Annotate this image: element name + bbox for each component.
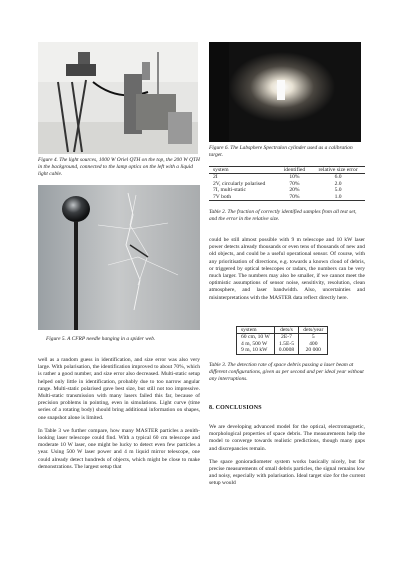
table3-cell: 4 m, 500 W (237, 341, 275, 347)
figure4-caption: Figure 4. The light sources, 1000 W Oriel QTH on the top, the 200 W QTH in the background, connected to the lamp optics on the left with a liquid light cable. (38, 157, 200, 177)
table-row (209, 174, 365, 181)
section-heading-conclusions: 8. CONCLUSIONS (209, 405, 262, 411)
table2-cell: 7I, multi-static (213, 187, 246, 194)
table3-header: dets/year (303, 327, 324, 333)
table2-cell: 70% (289, 180, 300, 187)
table3-header: dets/s (274, 327, 298, 334)
spider-web-needle-photo (38, 185, 200, 330)
table3-header-row (237, 327, 328, 334)
table2-cell: 1.0 (334, 193, 342, 200)
table3-cell: 0.0008 (274, 347, 298, 354)
table2-cell: 6.0 (334, 174, 342, 181)
table2-cell: 70% (289, 193, 300, 200)
table-row (209, 194, 365, 201)
left-column-text (38, 357, 200, 475)
table2-caption: Table 2. The fraction of correctly identified samples from all test set, and the error in the relative size. (209, 209, 357, 222)
table-row (237, 347, 328, 354)
table2-header: system (213, 167, 229, 173)
figure6-caption: Figure 6. The Labsphere Spectralon cylinder used as a calibration target. (209, 145, 353, 158)
table3-cell: 20 000 (305, 347, 321, 354)
table3-cell: 1.5E-5 (274, 341, 298, 347)
table3-cell: 400 (309, 340, 318, 347)
table2-header: relative size error (318, 167, 358, 173)
table3 (236, 326, 328, 355)
table2-cell: 7V both (213, 193, 232, 200)
table2-cell: 2.0 (334, 180, 342, 187)
figure6-photo (209, 42, 361, 142)
table3-header: system (237, 327, 275, 334)
table2-cell: 20% (289, 187, 300, 194)
right-paragraph-2 (209, 424, 365, 492)
lamp-lab-photo (38, 42, 198, 154)
table2-cell: 10% (289, 174, 300, 181)
table2-cell: 2I (213, 174, 218, 181)
table2 (209, 166, 365, 201)
table3-cell: 60 cm, 10 W (237, 334, 275, 341)
table2-header: identified (283, 167, 306, 173)
figure5-photo (38, 185, 200, 330)
table3-caption: Table 3. The detection rate of space debris passing a laser beam at different configurations, given as per second and per ideal year without any interruptions. (209, 362, 364, 382)
spectralon-cylinder-photo (209, 42, 361, 142)
paragraph: In Table 3 we further compare, how many MASTER particles a zenith-looking laser telescope could find. With a typical 60 cm telescope and moderate 10 W laser, one might be lucky to detect even few particles a year. Using 500 W laser power and 4 m liquid mirror telescope, one could already detect hundreds of objects, which might be close to make demonstrations. The largest setup that (38, 427, 200, 470)
table3-cell: 9 m, 10 kW (237, 347, 275, 354)
table-row (237, 334, 328, 341)
table3-cell: 5 (311, 334, 315, 341)
paragraph: We are developing advanced model for the optical, electromagnetic, morphological properties of space debris. The measurements help the model to converge towards realistic predictions, though many gaps and discrepancies remain. (209, 424, 365, 452)
table2-header-row (209, 167, 365, 174)
table2-cell: 2V, circularly polarised (213, 180, 266, 187)
figure5-caption: Figure 5. A CFRP needle hanging in a spider web. (46, 336, 156, 342)
paragraph: well as a random guess in identification, and size error was also very large. With polarisation, the identification improved to about 70%, which is rather a good number, and size error also decreased. Multi-static setup helped only little in identification, probably due to too narrow angular range. Multi-static polarised gave best size, but still not too impressive. Multi-static transmission with many lasers failed this far, because of precision problems in pointing, even in simulations. Light curve (time series of a rotating body) should bring additional information on shapes, one snapshot alone is limited. (38, 357, 200, 421)
figure4-photo (38, 42, 198, 154)
paragraph: could be still almost possible with 9 m telescope and 10 kW laser power detects already thousands or even tens of thousands of new and old objects, and could be a useful operational sensor. Of course, with any prioritisation of directions, e.g. towards a known cloud of debris, or triggered by optical telescopes or radars, the numbers can be very much larger. The numbers may also be smaller, if we cannot meet the optimistic assumptions of sensor noise, sensitivity, resolution, clean atmosphere, and laser bandwidth. Also, uncertainties and misinterpretations with the MASTER data reflect directly here. (209, 237, 365, 301)
table2-cell: 5.0 (334, 187, 342, 194)
paragraph: The space gonioradiometer system works basically nicely, but for precise measurements of small debris particles, the signal remains low and noisy, especially with polarisation. Ideal target size for the current setup would (209, 458, 365, 487)
table3-cell: 2E-7 (274, 334, 298, 341)
right-paragraph-1 (209, 237, 365, 306)
